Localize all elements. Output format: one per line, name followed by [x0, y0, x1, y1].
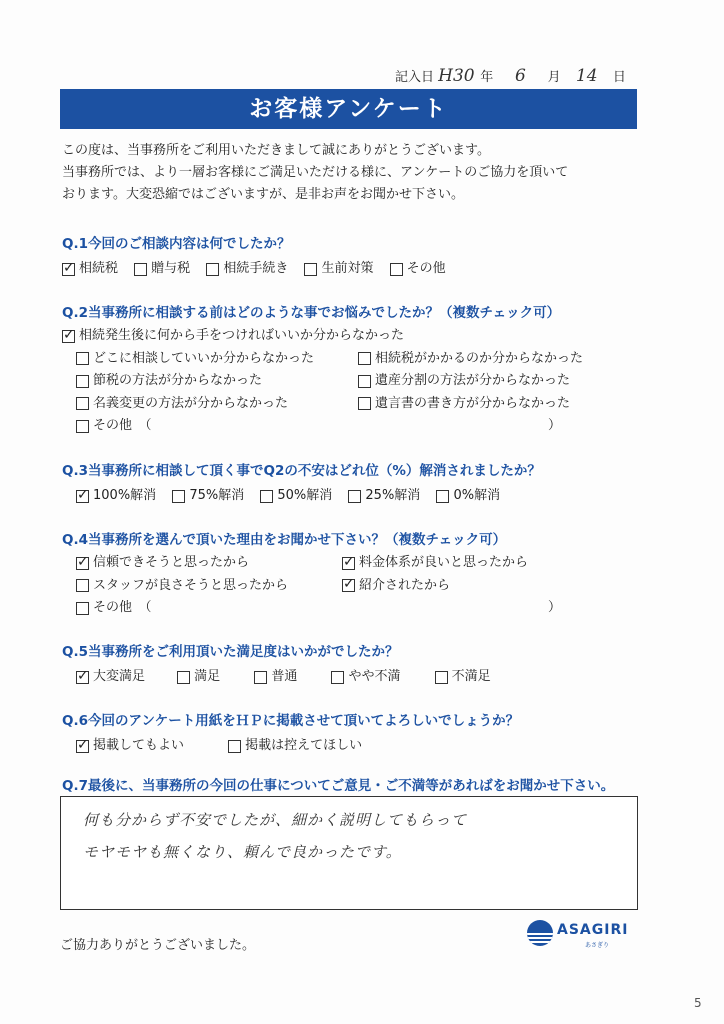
checkbox[interactable] [76, 602, 89, 615]
checkbox[interactable] [358, 375, 371, 388]
option-other[interactable] [390, 258, 446, 281]
option-2-4[interactable] [76, 370, 262, 393]
asagiri-logo [527, 918, 629, 952]
checkbox[interactable] [76, 420, 89, 433]
option-50[interactable] [260, 485, 332, 508]
option-4-other[interactable] [76, 597, 152, 620]
option-label: 0%解消 [453, 488, 501, 503]
question-2 [62, 301, 622, 438]
month-label: 月 [547, 70, 561, 85]
option-label: 相続税がかかるのか分からなかった [375, 350, 584, 366]
option-4-3[interactable] [76, 575, 288, 598]
checkbox[interactable] [62, 263, 75, 276]
checkbox[interactable] [358, 397, 371, 410]
option-4-4[interactable] [342, 575, 450, 598]
option-label: 節税の方法が分からなかった [93, 373, 263, 388]
option-label: 相続発生後に何から手をつければいいか分からなかった [79, 328, 405, 343]
option-label: 100%解消 [93, 488, 157, 503]
option-dissatisfied[interactable] [435, 666, 491, 689]
checkbox[interactable] [76, 740, 89, 753]
checkbox[interactable] [348, 490, 361, 503]
question-7 [62, 774, 614, 794]
option-label: 不満足 [451, 669, 491, 684]
option-label: 信頼できそうと思ったから [93, 555, 250, 570]
question-5 [62, 640, 503, 689]
option-label: 料金体系が良いと思ったから [359, 555, 529, 570]
question-title: Q.2当事務所に相談する前はどのような事でお悩みでしたか？（複数チェック可） [62, 305, 561, 321]
option-100[interactable] [76, 485, 156, 508]
option-0[interactable] [436, 485, 500, 508]
checkbox[interactable] [177, 671, 190, 684]
checkbox[interactable] [260, 490, 273, 503]
option-very-satisfied[interactable] [76, 666, 145, 689]
checkbox[interactable] [76, 397, 89, 410]
checkbox[interactable] [254, 671, 267, 684]
question-6 [62, 709, 519, 758]
checkbox[interactable] [62, 330, 75, 343]
option-souzokuzei[interactable] [62, 258, 118, 281]
checkbox[interactable] [304, 263, 317, 276]
option-label: 贈与税 [151, 261, 191, 276]
comment-line: 何も分からず不安でしたが、細かく説明してもらって [83, 811, 468, 829]
option-somewhat-dissatisfied[interactable] [331, 666, 400, 689]
option-25[interactable] [348, 485, 420, 508]
checkbox[interactable] [206, 263, 219, 276]
option-2-5[interactable] [358, 370, 570, 393]
question-title: Q.4当事務所を選んで頂いた理由をお聞かせ下さい？（複数チェック可） [62, 532, 507, 548]
entry-date [395, 66, 630, 86]
option-souzoku-tetsuzuki[interactable] [206, 258, 288, 281]
year-label: 年 [480, 70, 494, 85]
option-2-7[interactable] [358, 393, 570, 416]
checkbox[interactable] [76, 671, 89, 684]
option-label: 50%解消 [277, 488, 333, 503]
logo-sub: あさぎり [585, 942, 610, 949]
option-75[interactable] [172, 485, 244, 508]
checkbox[interactable] [436, 490, 449, 503]
option-label: スタッフが良さそうと思ったから [93, 577, 289, 593]
checkbox[interactable] [76, 557, 89, 570]
option-label: 相続税 [79, 261, 119, 276]
other-close-paren: ） [548, 600, 562, 615]
checkbox[interactable] [342, 557, 355, 570]
option-4-1[interactable] [76, 552, 249, 575]
question-1 [62, 232, 458, 281]
option-satisfied[interactable] [177, 666, 220, 689]
option-label: 相続手続き [223, 261, 289, 276]
checkbox[interactable] [331, 671, 344, 684]
option-4-2[interactable] [342, 552, 528, 575]
thanks-message: ご協力ありがとうございました。 [60, 938, 256, 953]
question-title: Q.1今回のご相談内容は何でしたか？ [62, 236, 291, 252]
other-close-paren: ） [548, 418, 562, 433]
question-3 [62, 459, 541, 508]
option-2-2[interactable] [76, 348, 314, 371]
option-label: 25%解消 [365, 488, 421, 503]
comment-box[interactable] [60, 796, 638, 910]
option-seizen-taisaku[interactable] [304, 258, 373, 281]
option-label: やや不満 [348, 669, 401, 684]
checkbox[interactable] [76, 579, 89, 592]
year-value: H30 [438, 66, 475, 86]
question-4 [62, 528, 622, 620]
option-label: 満足 [194, 669, 221, 684]
option-2-other[interactable] [76, 415, 152, 438]
option-publish-ok[interactable] [76, 735, 184, 758]
option-label: 遺産分割の方法が分からなかった [375, 373, 571, 388]
option-label: 生前対策 [321, 261, 374, 276]
checkbox[interactable] [76, 352, 89, 365]
option-2-3[interactable] [358, 348, 583, 371]
option-label: その他 （ [93, 418, 152, 433]
intro-line: 当事務所では、より一層お客様にご満足いただける様に、アンケートのご協力を頂いて [62, 165, 569, 180]
option-label: 掲載してもよい [93, 738, 185, 753]
checkbox[interactable] [76, 375, 89, 388]
checkbox[interactable] [358, 352, 371, 365]
checkbox[interactable] [172, 490, 185, 503]
checkbox[interactable] [76, 490, 89, 503]
option-label: 掲載は控えてほしい [245, 738, 363, 753]
option-label: 遺言書の書き方が分からなかった [375, 395, 571, 411]
date-label: 記入日 [395, 70, 435, 85]
logo-name: ASAGIRI [557, 922, 629, 938]
option-label: その他 [406, 261, 446, 276]
checkbox[interactable] [390, 263, 403, 276]
option-2-1[interactable] [62, 325, 404, 348]
option-label: 75%解消 [189, 488, 245, 503]
wave-mark-icon [527, 920, 553, 946]
comment-line: モヤモヤも無くなり、頼んで良かったです。 [83, 843, 402, 861]
option-publish-ng[interactable] [228, 735, 362, 758]
intro-line: この度は、当事務所をご利用いただきまして誠にありがとうございます。 [62, 143, 490, 158]
checkbox[interactable] [134, 263, 147, 276]
option-zouyozei[interactable] [134, 258, 190, 281]
question-title: Q.3当事務所に相談して頂く事でQ2の不安はどれ位（%）解消されましたか？ [62, 463, 541, 479]
month-value: 6 [515, 66, 526, 86]
option-normal[interactable] [254, 666, 297, 689]
question-title: Q.5当事務所をご利用頂いた満足度はいかがでしたか？ [62, 644, 399, 660]
page-number: 5 [694, 996, 702, 1010]
option-label: どこに相談していいか分からなかった [93, 350, 315, 366]
day-label: 日 [612, 70, 626, 85]
option-label: 名義変更の方法が分からなかった [93, 395, 289, 411]
intro-text [62, 140, 642, 206]
option-label: 紹介されたから [359, 577, 451, 593]
question-title: Q.7最後に、当事務所の今回の仕事についてご意見・ご不満等があればをお聞かせ下さい。 [62, 778, 615, 794]
question-title: Q.6今回のアンケート用紙をＨＰに掲載させて頂いてよろしいでしょうか？ [62, 713, 520, 729]
checkbox[interactable] [342, 579, 355, 592]
page-title: お客様アンケート [60, 89, 637, 129]
intro-line: おります。大変恐縮ではございますが、是非お声をお聞かせ下さい。 [62, 187, 464, 202]
option-2-6[interactable] [76, 393, 288, 416]
checkbox[interactable] [435, 671, 448, 684]
option-label: 大変満足 [93, 669, 146, 684]
option-label: その他 （ [93, 600, 152, 615]
option-label: 普通 [271, 669, 298, 684]
checkbox[interactable] [228, 740, 241, 753]
day-value: 14 [575, 66, 598, 86]
